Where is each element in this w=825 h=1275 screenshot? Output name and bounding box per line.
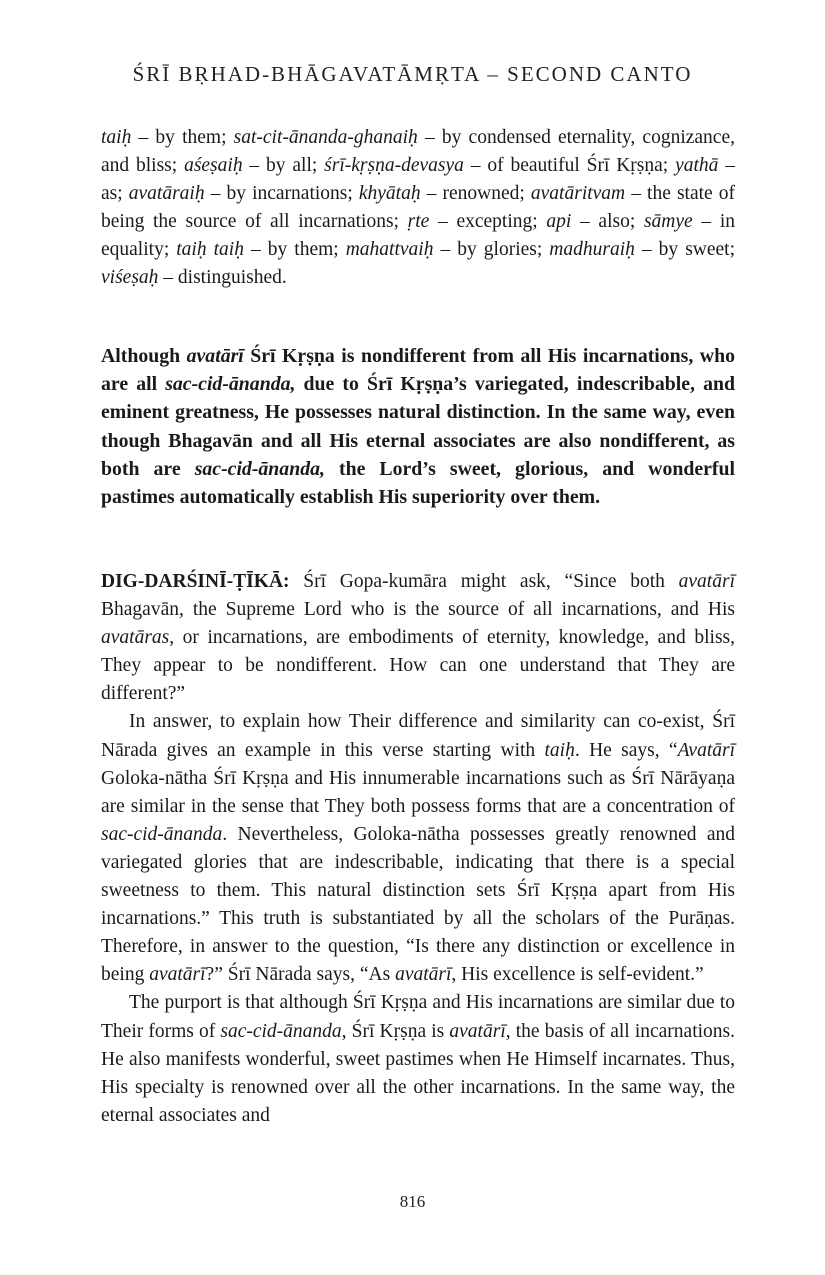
text-run: In answer, to explain how Their difference and similarity can co-exist, Śrī Nārada gives an example in this verse starting with — [101, 711, 735, 761]
text-run: Bhagavān, the Supreme Lord who is the source of all incarnations, and His — [101, 599, 735, 621]
italic-term: sac-cid-ānanda, — [194, 457, 325, 480]
commentary-paragraph-2 — [101, 708, 735, 989]
text-run: – excepting; — [429, 211, 547, 233]
translation-paragraph — [101, 342, 735, 511]
text-run: – by incarnations; — [204, 183, 359, 205]
text-run: – of beautiful Śrī Kṛṣṇa; — [463, 155, 676, 177]
italic-term: ṛte — [407, 211, 430, 233]
italic-term: mahattvaiḥ — [345, 239, 434, 261]
word-for-word-gloss — [101, 124, 735, 293]
text-run: – by them; — [243, 239, 346, 261]
text-run: – by all; — [242, 155, 325, 177]
text-run: – by them; — [131, 127, 234, 148]
italic-term: avatārī — [186, 345, 244, 367]
text-run: due to Śrī Kṛṣṇa’s variegated, indescribable, and eminent greatness, He possesses natural distinction. In the same way, even though Bhagavān and all His eternal associates are also nondifferent, as both are — [101, 373, 736, 480]
commentary-paragraph-3 — [101, 989, 735, 1129]
italic-term: madhuraiḥ — [549, 239, 635, 261]
italic-term: avatārī — [678, 571, 735, 592]
italic-term: sac-cid-ānanda, — [165, 373, 296, 396]
italic-term: avatārī — [395, 964, 452, 986]
text-run: , or incarnations, are embodiments of eternity, knowledge, and bliss, They appear to be nondifferent. How can one understand that They are different?” — [101, 627, 735, 705]
italic-term: taiḥ — [544, 739, 575, 761]
running-header: ŚRĪ BṚHAD-BHĀGAVATĀMṚTA – SECOND CANTO — [132, 62, 693, 86]
text-run: ?” Śrī Nārada says, “As — [205, 964, 396, 986]
text-run: – by condensed eternality, cognizance, and bliss; — [101, 127, 735, 177]
italic-term: sac-cid-ānanda — [101, 823, 223, 845]
italic-term: api — [546, 211, 572, 233]
text-run: Goloka-nātha Śrī Kṛṣṇa and His innumerable incarnations such as Śrī Nārāyaṇa are similar in the sense that They both possess forms that are a concentration of — [101, 767, 735, 817]
text-run: Śrī Kṛṣṇa is nondifferent from all His incarnations, who are all — [101, 345, 735, 396]
text-run: – the state of being the source of all incarnations; — [101, 183, 735, 233]
italic-term: viśeṣaḥ — [101, 267, 159, 289]
italic-term: avatāraiḥ — [128, 183, 205, 205]
italic-term: avatārī — [449, 1020, 506, 1042]
italic-term: khyātaḥ — [358, 183, 421, 205]
text-run: Although — [101, 345, 187, 367]
text-run: , the basis of all incarnations. He also manifests wonderful, sweet pastimes when He Himself incarnates. Thus, His specialty is renowned over all the other incarnations. In the same way, the eternal associates and — [101, 1020, 736, 1126]
commentary-paragraph-1 — [101, 568, 735, 708]
italic-term: sāmye — [643, 211, 693, 233]
text-run: – renowned; — [420, 183, 531, 205]
text-run: – in equality; — [101, 211, 735, 261]
italic-term: sac-cid-ānanda — [220, 1020, 342, 1042]
text-run: – distinguished. — [158, 267, 287, 289]
italic-term: taiḥ taiḥ — [176, 239, 244, 261]
italic-term: avatāras — [101, 627, 170, 649]
italic-term: taiḥ — [101, 127, 132, 148]
verse-translation — [101, 342, 735, 511]
italic-term: aśeṣaiḥ — [184, 155, 243, 177]
italic-term: yathā — [675, 155, 719, 177]
page-number: 816 — [399, 1192, 426, 1211]
text-run: – as; — [101, 155, 735, 205]
text-run: . He says, “ — [574, 739, 678, 761]
italic-term: avatāritvam — [530, 183, 626, 205]
text-run: the Lord’s sweet, glorious, and wonderful pastimes automatically establish His superiority over them. — [101, 457, 735, 509]
italic-term: sat-cit-ānanda-ghanaiḥ — [233, 127, 418, 148]
text-run: – by glories; — [433, 239, 550, 261]
text-run: , His excellence is self-evident.” — [451, 964, 704, 986]
text-run: – also; — [571, 211, 644, 233]
gloss-paragraph — [101, 124, 735, 293]
text-run: Śrī Gopa-kumāra might ask, “Since both — [289, 571, 679, 592]
commentary — [101, 568, 735, 1130]
text-run: The purport is that although Śrī Kṛṣṇa and His incarnations are similar due to Their forms of — [101, 992, 735, 1042]
text-run: , Śrī Kṛṣṇa is — [341, 1020, 450, 1042]
italic-term: Avatārī — [677, 739, 735, 761]
section-label: DIG-DARŚINĪ-ṬĪKĀ: — [101, 571, 290, 592]
italic-term: śrī-kṛṣṇa-devasya — [324, 155, 464, 177]
italic-term: avatārī — [149, 964, 206, 986]
text-run: . Nevertheless, Goloka-nātha possesses greatly renowned and variegated glories that are indescribable, indicating that there is a special sweetness to them. This natural distinction sets Śrī Kṛṣṇa apart from His incarnations.” This truth is substantiated by all the scholars of the Purāṇas. Therefore, in answer to the question, “Is there any distinction or excellence in being — [101, 823, 735, 986]
text-run: – by sweet; — [634, 239, 736, 261]
